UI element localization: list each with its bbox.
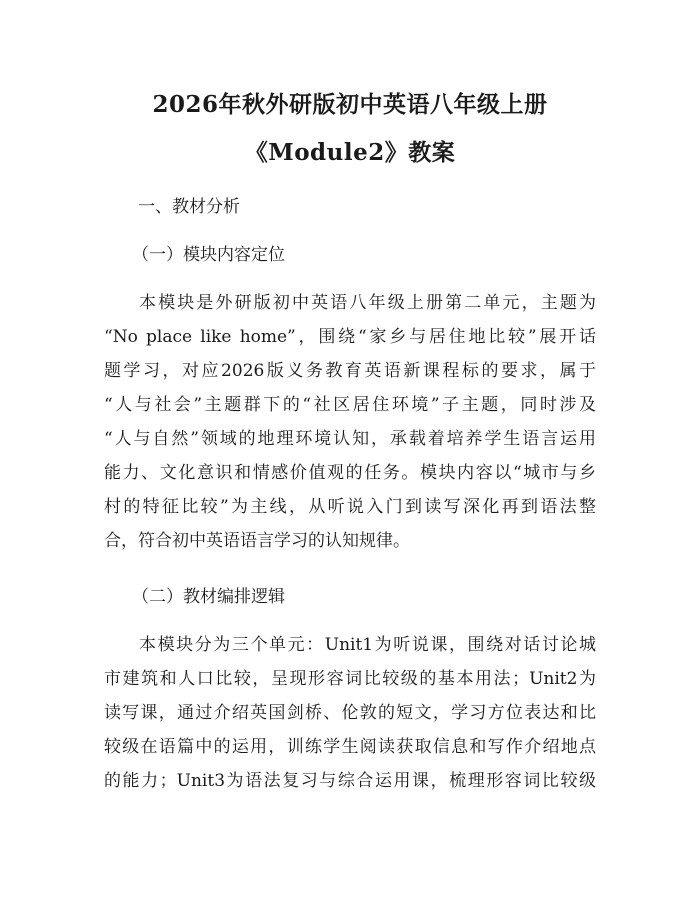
paragraph-line: 较级在语篇中的运用，训练学生阅读获取信息和写作介绍地点 <box>104 737 596 757</box>
paragraph-module-positioning <box>104 286 596 558</box>
paragraph-line: 的能力；Unit3为语法复习与综合运用课，梳理形容词比较级 <box>104 771 596 791</box>
paragraph-line: 本模块是外研版初中英语八年级上册第二单元，主题为 <box>139 293 596 313</box>
section-heading-analysis: 一、教材分析 <box>138 197 240 217</box>
paragraph-line: 题学习，对应2026版义务教育英语新课程标的要求，属于 <box>104 361 596 381</box>
document-title: 2026年秋外研版初中英语八年级上册 <box>152 91 548 118</box>
paragraph-line: 合，符合初中英语语言学习的认知规律。 <box>104 531 410 551</box>
paragraph-line: 能力、文化意识和情感价值观的任务。模块内容以“城市与乡 <box>104 463 596 483</box>
paragraph-line: 村的特征比较”为主线，从听说入门到读写深化再到语法整 <box>104 497 596 517</box>
paragraph-line: 本模块分为三个单元：Unit1为听说课，围绕对话讨论城 <box>139 635 596 655</box>
document-subtitle: 《Module2》教案 <box>244 139 456 166</box>
paragraph-line: 读写课，通过介绍英国剑桥、伦敦的短文，学习方位表达和比 <box>104 703 596 723</box>
paragraph-arrangement-logic <box>104 628 596 798</box>
paragraph-line: “人与社会”主题群下的“社区居住环境”子主题，同时涉及 <box>104 395 596 415</box>
paragraph-line: “No place like home”，围绕“家乡与居住地比较”展开话 <box>104 327 596 347</box>
paragraph-line: “人与自然”领域的地理环境认知，承载着培养学生语言运用 <box>104 429 596 449</box>
subsection-heading-positioning: （一）模块内容定位 <box>132 245 285 265</box>
paragraph-line: 市建筑和人口比较，呈现形容词比较级的基本用法；Unit2为 <box>104 669 596 689</box>
subsection-heading-arrangement: （二）教材编排逻辑 <box>132 587 285 607</box>
